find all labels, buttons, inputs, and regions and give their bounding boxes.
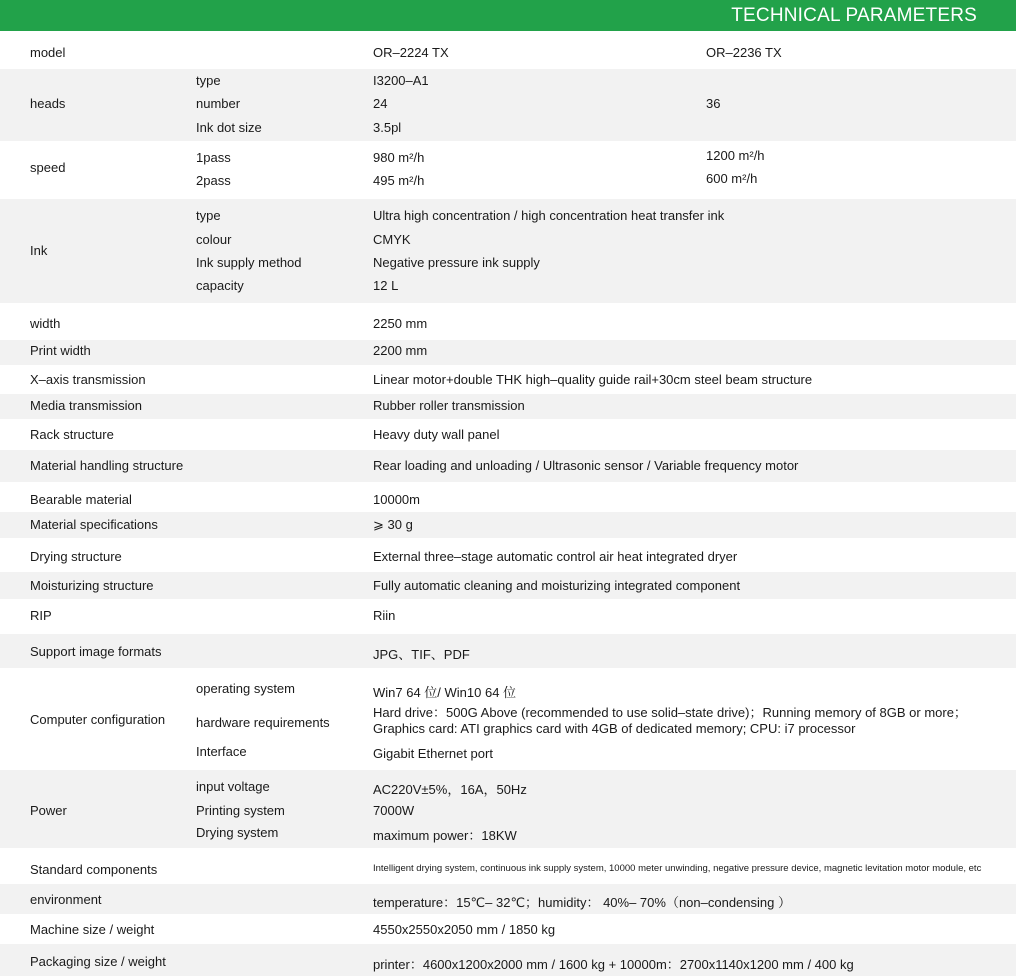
- row-model: [0, 31, 1016, 69]
- header-bar: [0, 0, 1016, 31]
- sub-label: operating system: [196, 681, 295, 696]
- row-media: [0, 394, 1016, 419]
- row-machine: [0, 914, 1016, 944]
- sub-label: type: [196, 73, 221, 88]
- row-moist: [0, 572, 1016, 599]
- value: Linear motor+double THK high–quality guide rail+30cm steel beam structure: [373, 372, 813, 387]
- value: External three–stage automatic control air heat integrated dryer: [373, 549, 738, 564]
- row-label: environment: [30, 892, 102, 907]
- value: Hard drive：500G Above (recommended to use solid–state drive)；Running memory of 8GB or more；: [373, 705, 967, 720]
- sub-label: Ink dot size: [196, 120, 262, 135]
- value: 24: [373, 96, 388, 111]
- row-drying: [0, 538, 1016, 572]
- row-label: Material handling structure: [30, 458, 184, 473]
- value: 12 L: [373, 278, 399, 293]
- value: Negative pressure ink supply: [373, 255, 540, 270]
- sub-label: hardware requirements: [196, 715, 330, 730]
- row-rip: [0, 599, 1016, 634]
- sub-label: 1pass: [196, 150, 231, 165]
- sub-label: Drying system: [196, 825, 279, 840]
- value: Heavy duty wall panel: [373, 427, 500, 442]
- value: Gigabit Ethernet port: [373, 746, 493, 761]
- row-label: Computer configuration: [30, 712, 166, 727]
- row-label: Machine size / weight: [30, 922, 155, 937]
- value: AC220V±5%，16A，50Hz: [373, 782, 527, 797]
- value: 980 m²/h: [373, 150, 425, 165]
- row-formats: [0, 634, 1016, 668]
- model-value-2: OR–2236 TX: [706, 45, 782, 60]
- sub-label: Ink supply method: [196, 255, 302, 270]
- value: Win7 64 位/ Win10 64 位: [373, 685, 517, 700]
- row-ink: [0, 199, 1016, 303]
- row-specs: [0, 512, 1016, 538]
- value: 495 m²/h: [373, 173, 425, 188]
- row-speed: [0, 141, 1016, 199]
- value: Intelligent drying system, continuous ink supply system, 10000 meter unwinding, negative pressure device, magnetic levitation motor module, etc: [373, 863, 982, 874]
- value: maximum power：18KW: [373, 828, 517, 843]
- value: Ultra high concentration / high concentration heat transfer ink: [373, 208, 725, 223]
- model-value-1: OR–2224 TX: [373, 45, 449, 60]
- value: I3200–A1: [373, 73, 429, 88]
- row-label: Print width: [30, 343, 91, 358]
- row-label: Drying structure: [30, 549, 122, 564]
- row-label: width: [30, 316, 61, 331]
- row-label: X–axis transmission: [30, 372, 146, 387]
- value: 2200 mm: [373, 343, 428, 358]
- row-label: Power: [30, 803, 67, 818]
- row-power: [0, 770, 1016, 848]
- sub-label: Printing system: [196, 803, 285, 818]
- value: Graphics card: ATI graphics card with 4GB of dedicated memory; CPU: i7 processor: [373, 721, 856, 736]
- row-bearable: [0, 482, 1016, 512]
- row-packaging: [0, 944, 1016, 976]
- value: 4550x2550x2050 mm / 1850 kg: [373, 922, 556, 937]
- row-rack: [0, 419, 1016, 450]
- row-standard: [0, 848, 1016, 884]
- row-label: RIP: [30, 608, 52, 623]
- value: 3.5pl: [373, 120, 402, 135]
- sub-label: colour: [196, 232, 232, 247]
- row-label: Moisturizing structure: [30, 578, 154, 593]
- row-handling: [0, 450, 1016, 482]
- sub-label: Interface: [196, 744, 247, 759]
- row-label: model: [30, 45, 66, 60]
- value: 600 m²/h: [706, 171, 758, 186]
- row-computer: [0, 668, 1016, 770]
- row-heads: [0, 69, 1016, 141]
- row-label: heads: [30, 96, 66, 111]
- value: 36: [706, 96, 721, 111]
- value: Fully automatic cleaning and moisturizing integrated component: [373, 578, 741, 593]
- value: Rubber roller transmission: [373, 398, 525, 413]
- value: JPG、TIF、PDF: [373, 647, 470, 662]
- row-print-width: [0, 340, 1016, 365]
- row-label: Standard components: [30, 862, 158, 877]
- value: Rear loading and unloading / Ultrasonic sensor / Variable frequency motor: [373, 458, 799, 473]
- value: 7000W: [373, 803, 415, 818]
- row-x-axis: [0, 365, 1016, 394]
- row-label: Support image formats: [30, 644, 162, 659]
- sub-label: 2pass: [196, 173, 231, 188]
- row-label: Ink: [30, 243, 48, 258]
- row-label: Packaging size / weight: [30, 954, 166, 969]
- sub-label: input voltage: [196, 779, 270, 794]
- row-width: [0, 303, 1016, 340]
- value: ⩾ 30 g: [373, 517, 413, 532]
- row-environment: [0, 884, 1016, 914]
- value: 2250 mm: [373, 316, 428, 331]
- row-label: Material specifications: [30, 517, 158, 532]
- row-label: Bearable material: [30, 492, 132, 507]
- page-title: TECHNICAL PARAMETERS: [731, 5, 977, 26]
- value: printer：4600x1200x2000 mm / 1600 kg + 10000m：2700x1140x1200 mm / 400 kg: [373, 957, 854, 972]
- row-label: speed: [30, 160, 66, 175]
- value: Riin: [373, 608, 396, 623]
- row-label: Rack structure: [30, 427, 114, 442]
- value: CMYK: [373, 232, 411, 247]
- row-label: Media transmission: [30, 398, 142, 413]
- value: 1200 m²/h: [706, 148, 765, 163]
- sub-label: type: [196, 208, 221, 223]
- value: temperature：15℃– 32℃；humidity： 40%– 70%（non–condensing ）: [373, 895, 791, 910]
- value: 10000m: [373, 492, 420, 507]
- sub-label: capacity: [196, 278, 244, 293]
- sub-label: number: [196, 96, 241, 111]
